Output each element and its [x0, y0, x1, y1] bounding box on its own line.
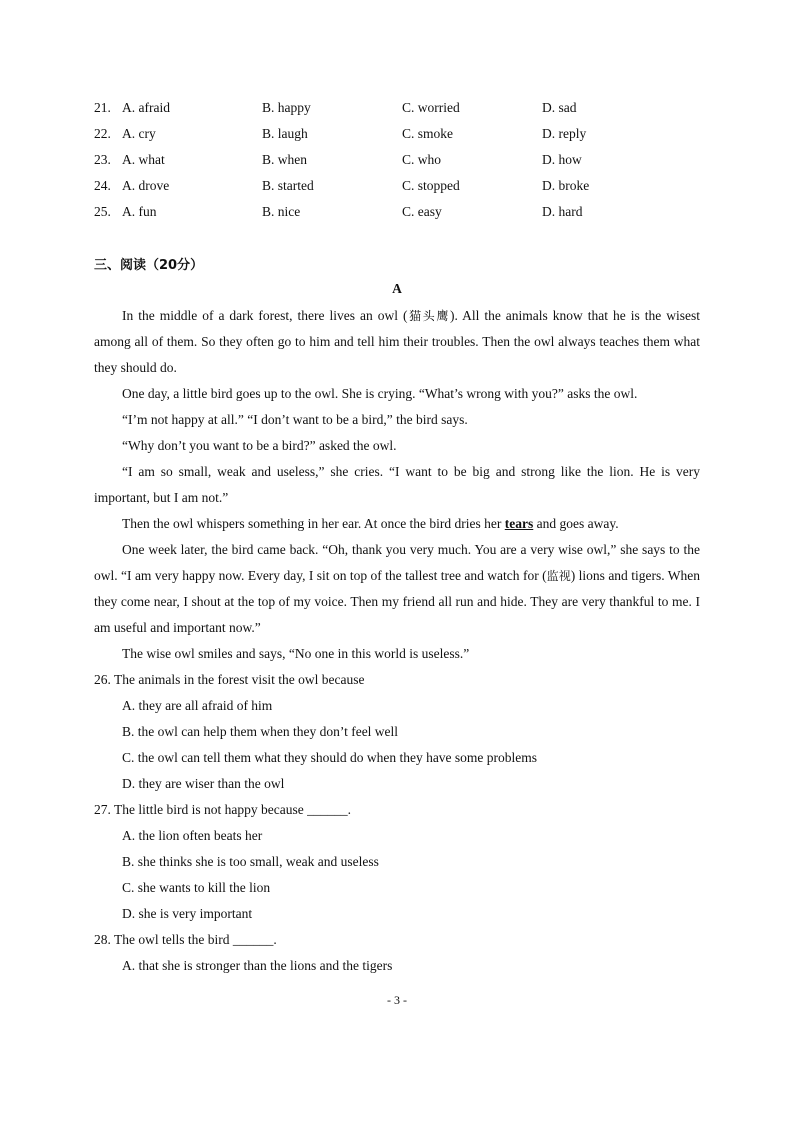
paragraph-6: Then the owl whispers something in her ear. At once the bird dries her tears and goes away. [122, 516, 619, 531]
option-c: C. who [402, 152, 442, 167]
paragraph-8: The wise owl smiles and says, “No one in this world is useless.” [122, 646, 470, 661]
option-a: A. afraid [122, 100, 170, 115]
question-number: 22. [94, 126, 111, 141]
option-a: A. drove [122, 178, 170, 193]
question-27: 27. The little bird is not happy because ______. [94, 802, 351, 817]
passage-title: A [392, 281, 402, 296]
option-b: B. nice [262, 204, 301, 219]
option-a: A. they are all afraid of him [122, 698, 273, 713]
option-c: C. stopped [402, 178, 460, 193]
option-c: C. worried [402, 100, 460, 115]
page-number: - 3 - [387, 993, 407, 1007]
section-title: 三、阅读（20分） [94, 258, 204, 273]
option-b: B. happy [262, 100, 311, 115]
option-a: A. cry [122, 126, 156, 141]
paragraph-5: “I am so small, weak and useless,” she cries. “I want to be big and strong like the lion. He is very important, but I am not.” [94, 464, 700, 505]
underlined-word-tears: tears [504, 516, 534, 531]
option-c: C. she wants to kill the lion [122, 880, 271, 895]
reading-passage [94, 303, 700, 667]
question-26: 26. The animals in the forest visit the owl because [94, 672, 365, 687]
option-d: D. she is very important [122, 906, 253, 921]
option-a: A. that she is stronger than the lions and the tigers [122, 958, 393, 973]
option-b: B. when [262, 152, 307, 167]
option-c: C. smoke [402, 126, 454, 141]
option-a: A. fun [122, 204, 157, 219]
question-28: 28. The owl tells the bird ______. [94, 932, 277, 947]
question-list [94, 667, 700, 979]
option-c: C. the owl can tell them what they should do when they have some problems [122, 750, 538, 765]
paragraph-2: One day, a little bird goes up to the owl. She is crying. “What’s wrong with you?” asks the owl. [122, 386, 638, 401]
option-d: D. how [542, 152, 582, 167]
question-number: 24. [94, 178, 111, 193]
option-d: D. hard [542, 204, 583, 219]
option-a: A. the lion often beats her [122, 828, 263, 843]
option-b: B. laugh [262, 126, 308, 141]
option-c: C. easy [402, 204, 442, 219]
question-number: 23. [94, 152, 111, 167]
question-number: 25. [94, 204, 111, 219]
option-d: D. reply [542, 126, 587, 141]
question-number: 21. [94, 100, 111, 115]
paragraph-4: “Why don’t you want to be a bird?” asked the owl. [122, 438, 397, 453]
option-b: B. the owl can help them when they don’t feel well [122, 724, 399, 739]
option-d: D. broke [542, 178, 590, 193]
option-a: A. what [122, 152, 165, 167]
paragraph-3: “I’m not happy at all.” “I don’t want to be a bird,” the bird says. [122, 412, 468, 427]
option-b: B. she thinks she is too small, weak and useless [122, 854, 379, 869]
paragraph-7: One week later, the bird came back. “Oh, thank you very much. You are a very wise owl,” she says to the owl. “I am very happy now. Every day, I sit on top of the tallest tree and watch for (监视) lions and tigers. When they come near, I shout at the top of my voice. Then my friend all run and hide. They are very thankful to me. I am useful and important now.” [94, 542, 700, 635]
option-d: D. sad [542, 100, 577, 115]
option-b: B. started [262, 178, 314, 193]
option-d: D. they are wiser than the owl [122, 776, 285, 791]
paragraph-1: In the middle of a dark forest, there lives an owl (猫头鹰). All the animals know that he is the wisest among all of them. So they often go to him and tell him their troubles. Then the owl always teaches them what they should do. [94, 308, 700, 375]
